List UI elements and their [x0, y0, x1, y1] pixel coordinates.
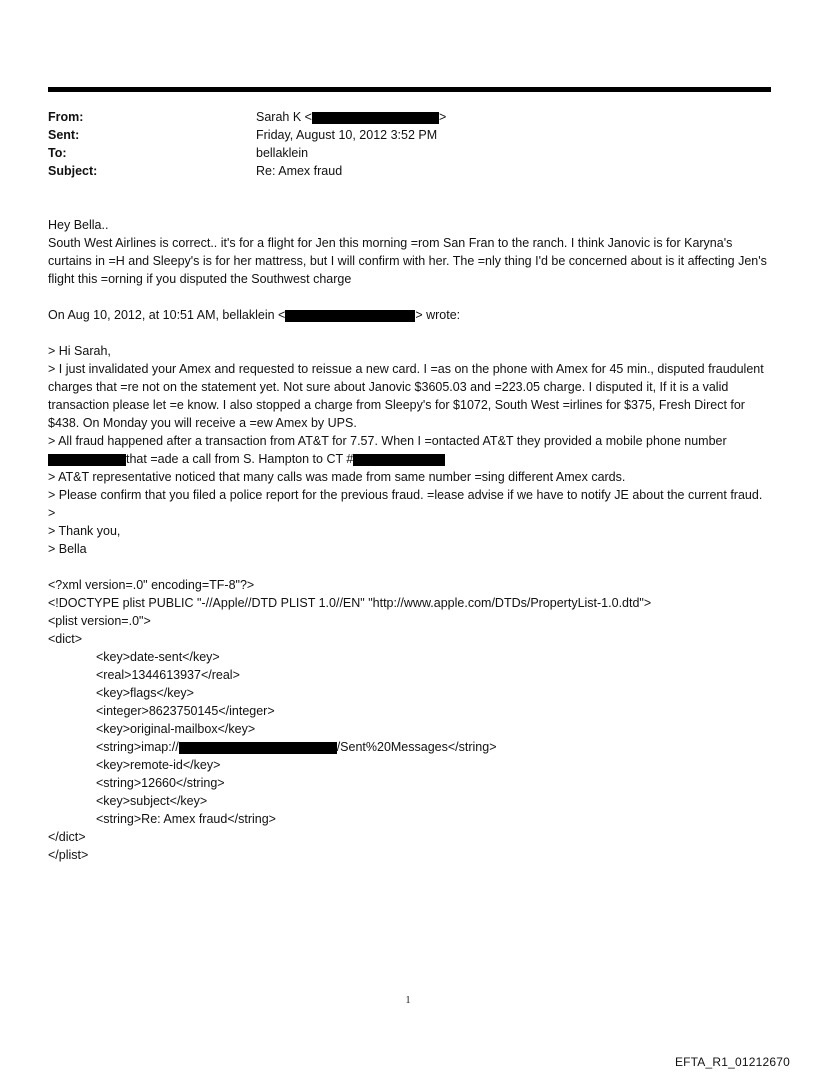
- email-header: [48, 108, 446, 180]
- redaction-box: [285, 310, 415, 322]
- quoted-paragraph-2: [48, 432, 773, 468]
- quoted-paragraph-4: > Please confirm that you filed a police report for the previous fraud. =lease advise if we have to notify JE about the current fraud.: [48, 488, 763, 502]
- key-original-mailbox: <key>original-mailbox</key>: [96, 722, 256, 736]
- from-name: Sarah K <: [256, 110, 312, 124]
- sent-label: Sent:: [48, 128, 80, 142]
- subject-value: Re: Amex fraud: [256, 164, 343, 178]
- key-subject: <key>subject</key>: [96, 794, 208, 808]
- quoted-blank: >: [48, 506, 56, 520]
- from-label: From:: [48, 110, 84, 124]
- plist-close: </plist>: [48, 848, 89, 862]
- reply-paragraph: South West Airlines is correct.. it's for a flight for Jen this morning =rom San Fran to the ranch. I think Janovic is for Karyna's curtains in =H and Sleepy's is for her mattress, but I will confirm with her. The =nly thing I'd be concerned about is it affecting Jen's flight this =orning if you disputed the Southwest charge: [48, 236, 767, 286]
- dict-open: <dict>: [48, 632, 83, 646]
- quote-intro-end: > wrote:: [415, 308, 461, 322]
- quoted-greeting: > Hi Sarah,: [48, 344, 111, 358]
- key-remote-id: <key>remote-id</key>: [96, 758, 221, 772]
- subject-row: [48, 162, 446, 180]
- page-number: 1: [405, 995, 411, 1006]
- redaction-box: [179, 742, 337, 754]
- to-row: [48, 144, 446, 162]
- mailbox-end: /Sent%20Messages</string>: [336, 740, 497, 754]
- key-date-sent: <key>date-sent</key>: [96, 650, 220, 664]
- header-rule: [48, 87, 771, 92]
- from-row: [48, 108, 446, 126]
- value-original-mailbox: [48, 738, 773, 756]
- from-end: >: [438, 110, 447, 124]
- sent-row: [48, 126, 446, 144]
- quoted-paragraph-2-end: that =ade a call from S. Hampton to CT #: [126, 452, 354, 466]
- xml-doctype: <!DOCTYPE plist PUBLIC "-//Apple//DTD PLIST 1.0//EN" "http://www.apple.com/DTDs/PropertyList-1.0.dtd">: [48, 596, 652, 610]
- to-value: bellaklein: [256, 146, 309, 160]
- redaction-box: [353, 454, 445, 466]
- plist-block: [48, 576, 773, 864]
- value-date-sent: <real>1344613937</real>: [96, 668, 240, 682]
- to-label: To:: [48, 146, 67, 160]
- dict-close: </dict>: [48, 830, 86, 844]
- xml-declaration: <?xml version=.0" encoding=TF-8"?>: [48, 578, 255, 592]
- greeting: Hey Bella..: [48, 218, 109, 232]
- quoted-paragraph-2-start: > All fraud happened after a transaction from AT&T for 7.57. When I =ontacted AT&T they provided a mobile phone number: [48, 434, 727, 448]
- key-flags: <key>flags</key>: [96, 686, 194, 700]
- sent-value: Friday, August 10, 2012 3:52 PM: [256, 128, 438, 142]
- quoted-paragraph-1: > I just invalidated your Amex and requested to reissue a new card. I =as on the phone with Amex for 45 min., disputed fraudulent charges that =re not on the statement yet. Not sure about Janovic $3605.03 and =223.05 charge. I disputed it, If it is a valid transaction please let =e know. I also stopped a charge from Sleepy's for $1072, South West =irlines for $375, Fresh Direct for $438. On Monday you will receive a =ew Amex by UPS.: [48, 362, 764, 430]
- quoted-thanks: > Thank you,: [48, 524, 121, 538]
- value-flags: <integer>8623750145</integer>: [96, 704, 275, 718]
- redaction-box: [48, 454, 126, 466]
- from-value: [256, 108, 446, 126]
- subject-label: Subject:: [48, 164, 98, 178]
- value-subject: <string>Re: Amex fraud</string>: [96, 812, 276, 826]
- email-body: [48, 216, 773, 864]
- mailbox-start: <string>imap://: [96, 740, 179, 754]
- quoted-signature: > Bella: [48, 542, 87, 556]
- quote-intro: [48, 306, 773, 324]
- plist-open: <plist version=.0">: [48, 614, 151, 628]
- redaction-box: [312, 112, 439, 124]
- quoted-paragraph-3: > AT&T representative noticed that many calls was made from same number =sing different Amex cards.: [48, 470, 626, 484]
- value-remote-id: <string>12660</string>: [96, 776, 225, 790]
- quote-intro-start: On Aug 10, 2012, at 10:51 AM, bellaklein <: [48, 308, 286, 322]
- bates-number: EFTA_R1_01212670: [674, 1055, 790, 1069]
